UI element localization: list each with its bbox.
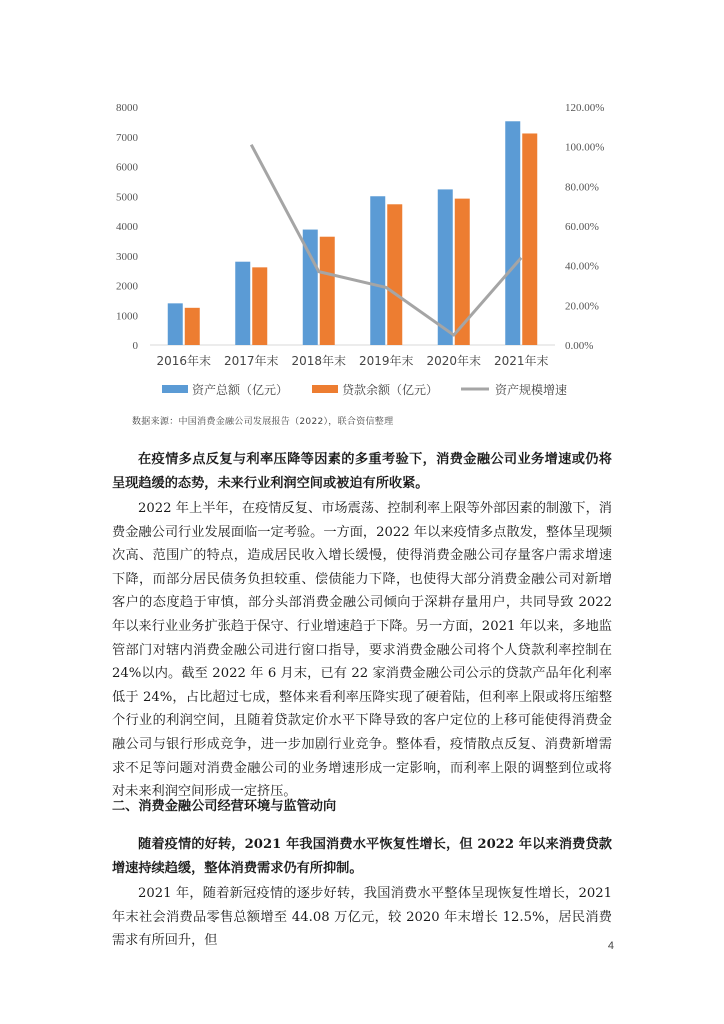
y2-tick-label: 100.00%: [565, 141, 605, 154]
growth-line: [251, 145, 521, 335]
x-tick-label: 2020年末: [426, 354, 482, 368]
legend-label: 贷款余额（亿元）: [342, 383, 439, 397]
y2-tick-label: 60.00%: [565, 221, 599, 233]
y-tick-label: 5000: [116, 191, 138, 204]
y2-tick-label: 40.00%: [565, 260, 599, 273]
x-tick-label: 2018年末: [291, 354, 347, 368]
section-heading-text: 二、消费金融公司经营环境与监管动向: [112, 799, 337, 814]
bar-loans: [185, 308, 200, 345]
x-tick-label: 2017年末: [223, 354, 279, 368]
bar-loans: [252, 267, 267, 345]
bar-assets: [168, 303, 183, 345]
legend-swatch: [312, 385, 338, 393]
y-tick-label: 7000: [116, 131, 138, 144]
paragraph-body-2: [112, 882, 612, 953]
body-text-1: 2022 年上半年，在疫情反复、市场震荡、控制利率上限等外部因素的制激下，消费金融公司行业发展面临一定考验。一方面，2022 年以来疫情多点散发，整体呈现频次高、范围广的特点，造成居民收入增长缓慢，使得消费金融公司存量客户需求增速下降，而部分居民债务负担较重、偿债能力下降，也使得大部分消费金融公司对新增客户的态度趋于审慎，部分头部消费金融公司倾向于深耕存量用户，共同导致 2022 年以来行业业务扩张趋于保守、行业增速趋于下降。另一方面，2021 年以来，多地监管部门对辖内消费金融公司进行窗口指导，要求消费金融公司将个人贷款利率控制在 24%以内。截至 2022 年 6 月末，已有 22 家消费金融公司公示的贷款产品年化利率低于 24%，占比超过七成，整体来看利率压降实现了硬着陆，但利率上限或将压缩整个行业的利润空间，且随着贷款定价水平下降导致的客户定位的上移可能使得消费金融公司与银行形成竞争，进一步加剧行业竞争。整体看，疫情散点反复、消费新增需求不足等问题对消费金融公司的业务增速形成一定影响，而利率上限的调整到位或将对未来利润空间形成一定挤压。: [112, 501, 612, 800]
legend-label: 资产规模增速: [495, 383, 568, 397]
y2-tick-label: 0.00%: [565, 340, 594, 352]
body-text-2: 2021 年，随着新冠疫情的逐步好转，我国消费水平整体呈现恢复性增长，2021 年末社会消费品零售总额增至 44.08 万亿元，较 2020 年末增长 12.5%，居民消费需求有所回升，但: [112, 886, 612, 949]
bar-loans: [387, 204, 402, 345]
bar-assets: [370, 196, 385, 345]
paragraph-body-1: [112, 497, 612, 804]
legend-label: 资产总额（亿元）: [192, 383, 289, 397]
chart-svg: [100, 90, 640, 435]
bar-loans: [522, 133, 537, 345]
x-tick-label: 2016年末: [156, 354, 212, 368]
bar-assets: [438, 189, 453, 345]
x-tick-label: 2021年末: [493, 354, 549, 368]
y-tick-label: 6000: [116, 161, 138, 174]
y2-tick-label: 120.00%: [565, 102, 605, 114]
y-tick-label: 4000: [116, 221, 138, 233]
paragraph-lead-2: [112, 833, 612, 880]
lead-text-2: 随着疫情的好转，2021 年我国消费水平恢复性增长，但 2022 年以来消费贷款增速持续趋缓，整体消费需求仍有所抑制。: [112, 837, 612, 876]
y-tick-label: 3000: [116, 250, 138, 263]
y-tick-label: 1000: [116, 310, 138, 323]
y-tick-label: 8000: [116, 102, 138, 114]
asset-loan-chart: [100, 90, 640, 435]
section-heading: [112, 795, 612, 819]
y-tick-label: 2000: [116, 280, 138, 293]
y2-tick-label: 20.00%: [565, 300, 599, 313]
legend-swatch: [162, 385, 188, 393]
lead-text-1: 在疫情多点反复与利率压降等因素的多重考验下，消费金融公司业务增速或仍将呈现趋缓的态势，未来行业利润空间或被迫有所收紧。: [112, 452, 612, 491]
paragraph-lead-1: [112, 448, 612, 495]
y-tick-label: 0: [132, 340, 138, 352]
y2-tick-label: 80.00%: [565, 181, 599, 194]
bar-loans: [320, 237, 335, 345]
bar-assets: [505, 121, 520, 345]
bar-loans: [455, 199, 470, 345]
page-number: 4: [607, 940, 614, 952]
source-note: 数据来源：中国消费金融公司发展报告（2022），联合资信整理: [132, 417, 394, 427]
bar-assets: [235, 262, 250, 345]
x-tick-label: 2019年末: [358, 354, 414, 368]
